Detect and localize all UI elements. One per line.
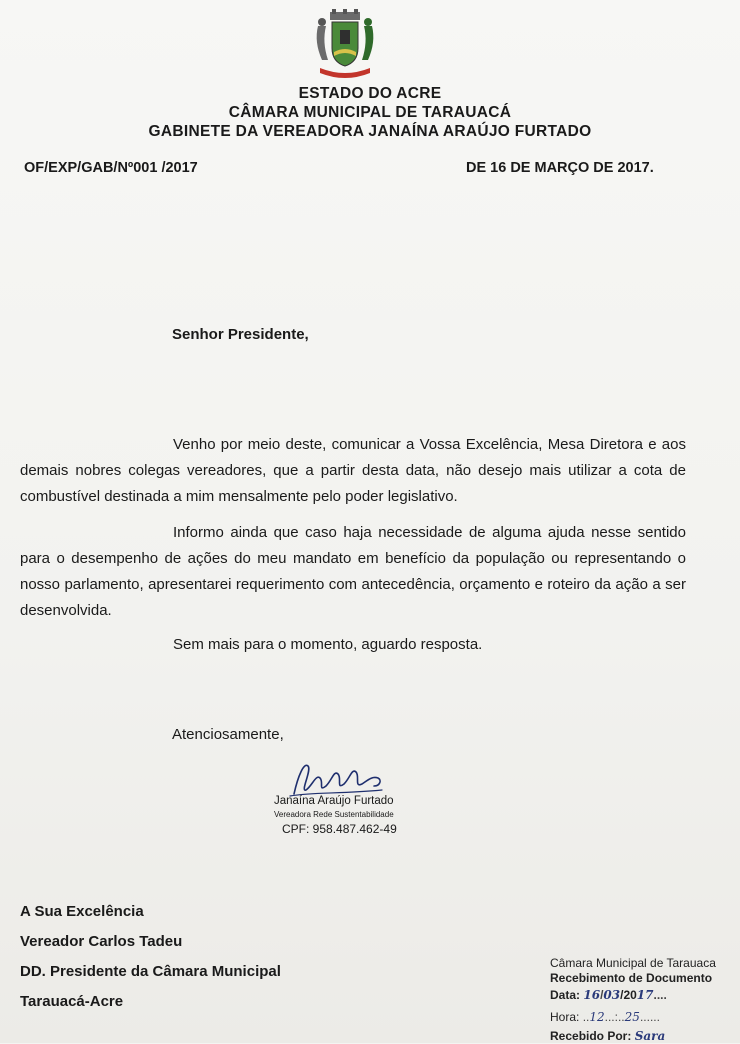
- stamp-time-minute: 25: [624, 1010, 640, 1024]
- receipt-stamp: [546, 955, 740, 1043]
- addressee-line-1: A Sua Excelência: [20, 903, 144, 920]
- stamp-received-label: Recebido Por:: [550, 1029, 632, 1043]
- document-number: OF/EXP/GAB/Nº001 /2017: [24, 160, 198, 176]
- addressee-line-2: Vereador Carlos Tadeu: [20, 933, 183, 950]
- stamp-date-year: 17: [636, 988, 654, 1002]
- stamp-institution: Câmara Municipal de Tarauaca: [550, 956, 716, 970]
- stamp-date-label: Data:: [550, 988, 581, 1002]
- header-state: ESTADO DO ACRE: [298, 85, 442, 102]
- header-chamber: CÂMARA MUNICIPAL DE TARAUACÁ: [228, 104, 512, 121]
- stamp-date-row: Data: 16/03/2017....: [550, 988, 667, 1002]
- stamp-date-year-prefix: /20: [620, 988, 637, 1002]
- body-paragraph-1: Venho por meio deste, comunicar a Vossa Excelência, Mesa Diretora e aos demais nobres colegas vereadores, que a partir desta data, não desejo mais utilizar a cota de combustível destinada a mim mensalmente pelo poder legislativo.: [20, 436, 686, 505]
- coat-of-arms-emblem: [312, 8, 378, 80]
- stamp-date-day: 16: [583, 988, 601, 1002]
- body-paragraph-3: Sem mais para o momento, aguardo resposta.: [173, 636, 483, 653]
- signatory-role: Vereadora Rede Sustentabilidade: [274, 810, 394, 819]
- stamp-time-hour: 12: [589, 1010, 605, 1024]
- salutation: Senhor Presidente,: [172, 326, 309, 343]
- signatory-name: Janaína Araújo Furtado: [274, 795, 394, 807]
- stamp-time-label: Hora:: [550, 1010, 580, 1024]
- stamp-received-row: [550, 1028, 665, 1044]
- stamp-received-by: Sara: [634, 1029, 666, 1043]
- addressee-line-3: DD. Presidente da Câmara Municipal: [20, 963, 281, 980]
- closing: Atenciosamente,: [172, 726, 284, 743]
- stamp-title: Recebimento de Documento: [550, 971, 713, 985]
- body-paragraph-2: Informo ainda que caso haja necessidade de alguma ajuda nesse sentido para o desempenho de ações do meu mandato em benefício da população ou representando o nosso parlamento, apresentarei requerimento com antecedência, orçamento e roteiro da ação a ser desenvolvida.: [20, 524, 686, 619]
- stamp-date-month: 03: [603, 988, 621, 1002]
- document-date: DE 16 DE MARÇO DE 2017.: [466, 160, 654, 176]
- stamp-time-row: Hora: ..12...:..25......: [550, 1010, 660, 1024]
- header-office: GABINETE DA VEREADORA JANAÍNA ARAÚJO FURTADO: [148, 123, 592, 140]
- signatory-cpf: CPF: 958.487.462-49: [282, 822, 397, 836]
- addressee-line-4: Tarauacá-Acre: [20, 993, 124, 1010]
